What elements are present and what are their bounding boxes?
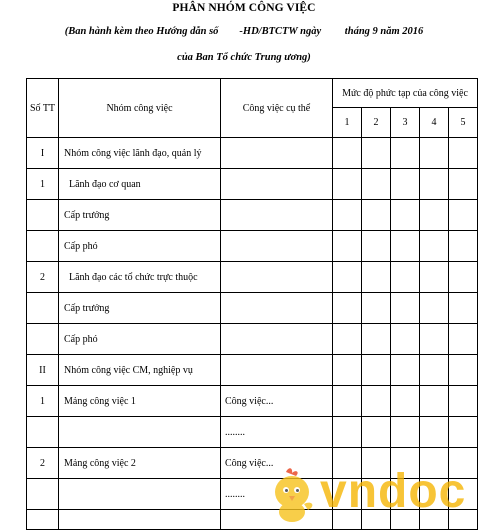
cell-level-4: [420, 231, 449, 262]
cell-level-4: [420, 293, 449, 324]
cell-level-2: [362, 417, 391, 448]
cell-task: [221, 231, 333, 262]
cell-level-1: [333, 138, 362, 169]
cell-level-1: [333, 169, 362, 200]
cell-level-2: [362, 324, 391, 355]
cell-group: Mảng công việc 2: [59, 448, 221, 479]
cell-task: Công việc...: [221, 448, 333, 479]
subtitle-line-1: (Ban hành kèm theo Hướng dẫn số -HD/BTCTW ngày tháng 9 năm 2016: [64, 26, 424, 37]
cell-stt: [27, 293, 59, 324]
table-row: [27, 386, 478, 417]
cell-stt: [27, 231, 59, 262]
cell-level-2: [362, 262, 391, 293]
cell-level-5: [449, 355, 478, 386]
vndoc-watermark: [262, 466, 488, 524]
cell-level-1: [333, 262, 362, 293]
cell-stt: [27, 510, 59, 530]
table-row: [27, 200, 478, 231]
cell-task: ........: [221, 417, 333, 448]
cell-group: [59, 417, 221, 448]
cell-level-1: [333, 231, 362, 262]
table-row: [27, 262, 478, 293]
chick-mascot-icon: [262, 466, 322, 524]
cell-level-2: [362, 293, 391, 324]
cell-level-3: [391, 138, 420, 169]
header-level-1: 1: [333, 108, 362, 138]
cell-task: [221, 169, 333, 200]
table-row: [27, 293, 478, 324]
cell-stt: 1: [27, 169, 59, 200]
cell-level-1: [333, 355, 362, 386]
cell-level-3: [391, 417, 420, 448]
cell-stt: 1: [27, 386, 59, 417]
cell-group: Lãnh đạo cơ quan: [59, 169, 221, 200]
cell-task: [221, 262, 333, 293]
cell-level-4: [420, 386, 449, 417]
cell-level-1: [333, 386, 362, 417]
cell-group: [59, 479, 221, 510]
header-level-4: 4: [420, 108, 449, 138]
header-level-5: 5: [449, 108, 478, 138]
header-complexity: Mức độ phức tạp của công việc: [333, 79, 478, 108]
header-level-2: 2: [362, 108, 391, 138]
cell-level-3: [391, 324, 420, 355]
cell-task: [221, 138, 333, 169]
table-row: [27, 169, 478, 200]
table-row: [27, 138, 478, 169]
cell-level-5: [449, 262, 478, 293]
cell-level-3: [391, 231, 420, 262]
cell-stt: II: [27, 355, 59, 386]
cell-level-5: [449, 169, 478, 200]
cell-stt: I: [27, 138, 59, 169]
cell-level-3: [391, 293, 420, 324]
cell-stt: 2: [27, 448, 59, 479]
cell-level-5: [449, 324, 478, 355]
cell-level-5: [449, 417, 478, 448]
cell-group: Lãnh đạo các tổ chức trực thuộc: [59, 262, 221, 293]
cell-level-1: [333, 417, 362, 448]
cell-level-2: [362, 169, 391, 200]
cell-level-4: [420, 355, 449, 386]
cell-task: [221, 293, 333, 324]
cell-level-1: [333, 293, 362, 324]
page-title: PHÂN NHÓM CÔNG VIỆC: [172, 2, 316, 14]
cell-level-4: [420, 417, 449, 448]
table-row: [27, 324, 478, 355]
cell-group: Nhóm công việc CM, nghiệp vụ: [59, 355, 221, 386]
cell-group: Mảng công việc 1: [59, 386, 221, 417]
header-level-3: 3: [391, 108, 420, 138]
cell-level-4: [420, 200, 449, 231]
cell-group: Cấp phó: [59, 231, 221, 262]
cell-level-5: [449, 200, 478, 231]
cell-level-4: [420, 324, 449, 355]
cell-level-5: [449, 231, 478, 262]
cell-level-2: [362, 200, 391, 231]
cell-stt: [27, 479, 59, 510]
cell-level-2: [362, 386, 391, 417]
cell-group: Cấp trưởng: [59, 293, 221, 324]
watermark-text: vndoc: [320, 465, 467, 518]
header-stt: Số TT: [27, 79, 59, 138]
cell-level-5: [449, 293, 478, 324]
cell-task: ........: [221, 479, 333, 510]
cell-level-1: [333, 324, 362, 355]
subtitle-line-2: của Ban Tổ chức Trung ương): [177, 52, 311, 63]
header-task: Công việc cụ thể: [221, 79, 333, 138]
work-group-table: [26, 78, 478, 530]
cell-level-2: [362, 231, 391, 262]
header-group: Nhóm công việc: [59, 79, 221, 138]
cell-task: [221, 324, 333, 355]
cell-level-4: [420, 169, 449, 200]
cell-level-3: [391, 169, 420, 200]
cell-level-4: [420, 138, 449, 169]
cell-level-3: [391, 200, 420, 231]
cell-stt: [27, 200, 59, 231]
cell-level-3: [391, 386, 420, 417]
cell-stt: [27, 324, 59, 355]
cell-level-3: [391, 262, 420, 293]
cell-task: Công việc...: [221, 386, 333, 417]
table-row: [27, 417, 478, 448]
cell-group: Cấp phó: [59, 324, 221, 355]
cell-level-5: [449, 138, 478, 169]
cell-group: [59, 510, 221, 530]
cell-level-5: [449, 386, 478, 417]
cell-stt: [27, 417, 59, 448]
cell-group: Cấp trưởng: [59, 200, 221, 231]
table-row: [27, 355, 478, 386]
cell-level-3: [391, 355, 420, 386]
cell-level-1: [333, 200, 362, 231]
cell-stt: 2: [27, 262, 59, 293]
cell-level-2: [362, 355, 391, 386]
cell-level-2: [362, 138, 391, 169]
cell-group: Nhóm công việc lãnh đạo, quản lý: [59, 138, 221, 169]
cell-task: [221, 200, 333, 231]
cell-task: [221, 355, 333, 386]
table-row: [27, 231, 478, 262]
cell-level-4: [420, 262, 449, 293]
